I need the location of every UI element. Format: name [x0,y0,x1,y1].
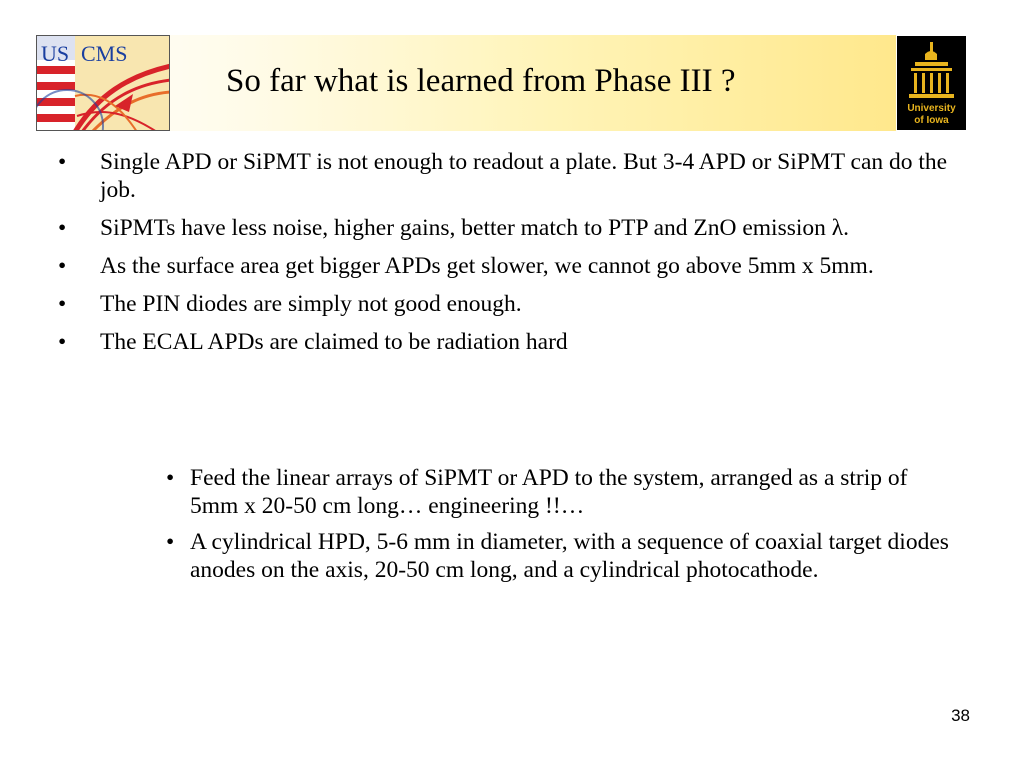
bullet-item [58,214,978,242]
bullet-icon: • [166,465,175,491]
bullet-text: The PIN diodes are simply not good enough. [100,291,522,317]
slide-title: So far what is learned from Phase III ? [226,63,736,99]
bullet-text: SiPMTs have less noise, higher gains, better match to PTP and ZnO emission λ. [100,215,850,241]
bullet-text: As the surface area get bigger APDs get slower, we cannot go above 5mm x 5mm. [100,253,874,279]
sub-bullet-text: Feed the linear arrays of SiPMT or APD to the system, arranged as a strip of 5mm x 20-50 cm long… engineering !!… [190,465,908,519]
bullet-item [58,328,978,356]
sub-bullet-item [166,464,956,520]
bullet-icon: • [166,529,175,555]
sub-bullet-item [166,528,956,584]
bullet-item [58,148,978,204]
bullet-text: The ECAL APDs are claimed to be radiation hard [100,329,568,355]
bullet-icon: • [58,215,67,241]
main-bullet-list [58,148,978,366]
sub-bullet-list [166,464,956,592]
svg-text:of Iowa: of Iowa [914,115,949,126]
bullet-icon: • [58,149,67,175]
bullet-item [58,252,978,280]
bullet-text: Single APD or SiPMT is not enough to readout a plate. But 3-4 APD or SiPMT can do the job. [100,149,948,203]
university-of-iowa-logo [897,36,966,130]
bullet-icon: • [58,253,67,279]
us-cms-logo [36,35,170,131]
bullet-item [58,290,978,318]
bullet-icon: • [58,329,67,355]
page-number: 38 [951,706,970,725]
svg-text:CMS: CMS [81,41,128,66]
us-cms-logo-text: US [41,41,70,66]
bullet-icon: • [58,291,67,317]
sub-bullet-text: A cylindrical HPD, 5-6 mm in diameter, with a sequence of coaxial target diodes anodes on the axis, 20-50 cm long, and a cylindrical photocathode. [190,529,949,583]
svg-text:University: University [907,103,956,114]
